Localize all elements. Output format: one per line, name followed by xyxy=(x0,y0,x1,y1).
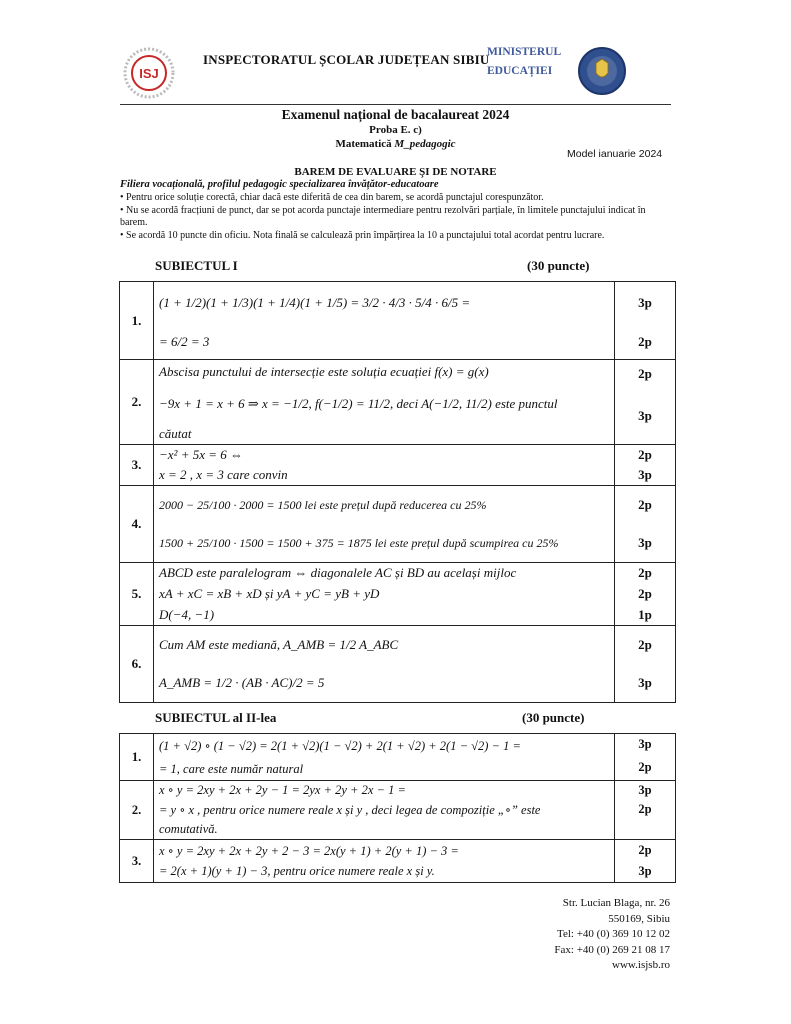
item-number: 2. xyxy=(120,360,154,445)
exam-title: Examenul național de bacalaureat 2024 xyxy=(281,107,510,122)
item-solution xyxy=(154,445,615,486)
filiera-line: Filiera vocațională, profilul pedagogic specializarea învățător-educatoare xyxy=(120,179,439,190)
score-value: 2p xyxy=(638,565,652,580)
item-number: 5. xyxy=(120,563,154,626)
table-row xyxy=(120,486,676,563)
ministry-name xyxy=(487,43,561,81)
score-value: 2p xyxy=(638,637,652,652)
note-item: • Se acordă 10 puncte din oficiu. Nota finală se calculează prin împărțirea la 10 a punctajului total acordat pentru lucrare. xyxy=(120,229,605,241)
item-scores xyxy=(615,626,676,703)
exam-subject-suffix: M_pedagogic xyxy=(394,138,456,150)
isj-logo-text: ISJ xyxy=(139,66,159,81)
footer-city: 550169, Sibiu xyxy=(608,912,670,925)
score-value: 2p xyxy=(638,802,652,816)
solution-line: xA + xC = xB + xD și yA + yC = yB + yD xyxy=(159,585,380,601)
score-value: 2p xyxy=(638,843,652,857)
footer-tel: Tel: +40 (0) 369 10 12 02 xyxy=(557,928,670,940)
score-value: 2p xyxy=(638,333,652,349)
solution-line: 2000 − 25/100 · 2000 = 1500 lei este prețul după reducerea cu 25% xyxy=(159,497,487,512)
institution-name: INSPECTORATUL ȘCOLAR JUDEȚEAN SIBIU xyxy=(203,52,490,67)
solution-line: (1 + √2) ∘ (1 − √2) = 2(1 + √2)(1 − √2) + 2(1 + √2) + 2(1 − √2) − 1 = xyxy=(159,739,521,753)
item-scores xyxy=(615,486,676,563)
item-scores xyxy=(615,840,676,883)
footer-address: Str. Lucian Blaga, nr. 26 xyxy=(562,897,670,909)
solution-line: x ∘ y = 2xy + 2x + 2y − 1 = 2yx + 2y + 2x − 1 = xyxy=(159,783,406,797)
item-scores xyxy=(615,445,676,486)
item-scores xyxy=(615,282,676,360)
header-rule xyxy=(120,104,671,105)
exam-subject xyxy=(0,138,791,150)
table-row xyxy=(120,360,676,445)
solution-line: A_AMB = 1/2 · (AB · AC)/2 = 5 xyxy=(159,675,325,690)
solution-line: comutativă. xyxy=(159,822,218,836)
item-number: 3. xyxy=(120,445,154,486)
item-solution xyxy=(154,486,615,563)
footer-web[interactable]: www.isjsb.ro xyxy=(612,959,670,971)
table-row xyxy=(120,781,676,840)
ministry-line1: MINISTERUL xyxy=(487,46,562,58)
subject2-points: (30 puncte) xyxy=(522,710,585,725)
subject1-table xyxy=(119,281,676,703)
solution-line: Cum AM este mediană, A_AMB = 1/2 A_ABC xyxy=(159,637,399,652)
item-scores xyxy=(615,734,676,781)
notes-list xyxy=(120,192,672,242)
note-item: • Pentru orice soluție corectă, chiar dacă este diferită de cea din barem, se acordă punctajul corespunzător. xyxy=(120,192,544,203)
item-number: 3. xyxy=(120,840,154,883)
subject1-points: (30 puncte) xyxy=(527,258,590,273)
solution-line: = y ∘ x , pentru orice numere reale x și y , deci legea de compoziție „∘” este xyxy=(159,802,541,817)
item-solution xyxy=(154,781,615,840)
solution-line: x = 2 , x = 3 care convin xyxy=(159,467,288,482)
table-row xyxy=(120,626,676,703)
item-scores xyxy=(615,360,676,445)
solution-line: ABCD este paralelogram ⇔ diagonalele AC și BD au același mijloc xyxy=(159,565,517,580)
subject1-title: SUBIECTUL I xyxy=(155,258,238,273)
isj-logo xyxy=(121,47,177,104)
item-scores xyxy=(615,781,676,840)
solution-line: = 2(x + 1)(y + 1) − 3, pentru orice numere reale x și y. xyxy=(159,864,435,878)
item-number: 6. xyxy=(120,626,154,703)
footer-contact xyxy=(520,896,670,974)
ministry-line2: EDUCAȚIEI xyxy=(487,65,553,77)
table-row xyxy=(120,734,676,781)
solution-line: −9x + 1 = x + 6 ⇒ x = −1/2, f(−1/2) = 11/2, deci A(−1/2, 11/2) este punctul xyxy=(159,396,558,411)
score-value: 2p xyxy=(638,447,652,462)
solution-line: căutat xyxy=(159,426,192,441)
score-value: 3p xyxy=(638,675,652,690)
item-solution xyxy=(154,360,615,445)
score-value: 3p xyxy=(638,408,652,423)
score-value: 2p xyxy=(638,497,652,512)
score-value: 3p xyxy=(638,467,652,482)
score-value: 3p xyxy=(638,864,652,878)
solution-line: = 6/2 = 3 xyxy=(159,333,210,349)
item-solution xyxy=(154,282,615,360)
item-solution xyxy=(154,734,615,781)
subject2-table xyxy=(119,733,676,883)
solution-line: = 1, care este număr natural xyxy=(159,761,304,776)
score-value: 2p xyxy=(638,759,652,774)
footer-fax: Fax: +40 (0) 269 21 08 17 xyxy=(554,943,670,956)
table-row xyxy=(120,445,676,486)
item-solution xyxy=(154,563,615,626)
table-row xyxy=(120,282,676,360)
solution-line: 1500 + 25/100 · 1500 = 1500 + 375 = 1875 lei este prețul după scumpirea cu 25% xyxy=(159,535,559,550)
item-solution xyxy=(154,840,615,883)
table-row xyxy=(120,563,676,626)
score-value: 1p xyxy=(638,606,652,622)
solution-line: D(−4, −1) xyxy=(159,606,215,622)
solution-line: Abscisa punctului de intersecție este soluția ecuației f(x) = g(x) xyxy=(159,364,489,379)
score-value: 2p xyxy=(638,585,652,601)
item-solution xyxy=(154,626,615,703)
score-value: 3p xyxy=(638,782,652,797)
score-value: 3p xyxy=(638,736,652,751)
solution-line: x ∘ y = 2xy + 2x + 2y + 2 − 3 = 2x(y + 1) + 2(y + 1) − 3 = xyxy=(159,843,459,858)
exam-proba: Proba E. c) xyxy=(369,124,422,136)
solution-line: −x² + 5x = 6 ⇔ xyxy=(159,447,244,462)
government-seal xyxy=(577,46,627,101)
item-number: 1. xyxy=(120,282,154,360)
item-number: 2. xyxy=(120,781,154,840)
model-date: Model ianuarie 2024 xyxy=(567,148,663,160)
score-value: 3p xyxy=(638,535,652,550)
exam-subject-prefix: Matematică xyxy=(335,138,395,150)
item-number: 1. xyxy=(120,734,154,781)
table-row xyxy=(120,840,676,883)
barem-title: BAREM DE EVALUARE ŞI DE NOTARE xyxy=(294,166,497,178)
solution-line: (1 + 1/2)(1 + 1/3)(1 + 1/4)(1 + 1/5) = 3/2 · 4/3 · 5/4 · 6/5 = xyxy=(159,295,471,310)
note-item: • Nu se acordă fracțiuni de punct, dar se pot acorda punctaje intermediare pentru rezolvări parțiale, în limitele punctajului indicat în barem. xyxy=(120,204,646,228)
score-value: 3p xyxy=(638,295,652,310)
score-value: 2p xyxy=(638,366,652,381)
item-number: 4. xyxy=(120,486,154,563)
item-scores xyxy=(615,563,676,626)
subject2-title: SUBIECTUL al II-lea xyxy=(155,710,277,725)
